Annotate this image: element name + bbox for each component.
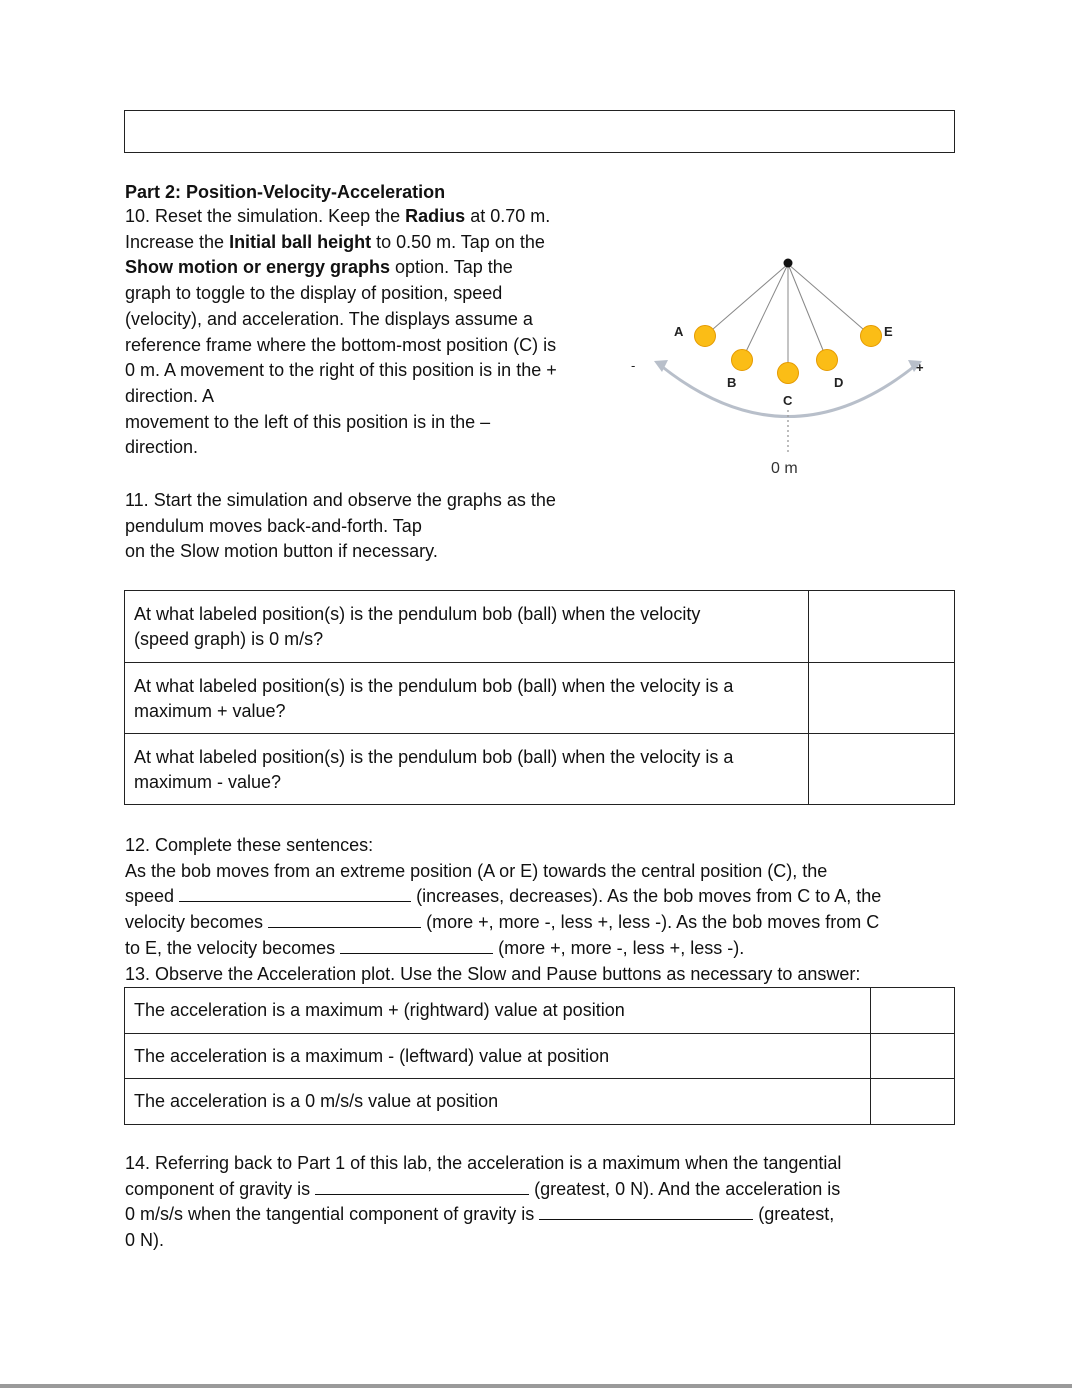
label-d: D <box>834 375 844 390</box>
bob-b <box>732 350 753 371</box>
part2-heading: Part 2: Position-Velocity-Acceleration <box>125 182 446 202</box>
answer-cell[interactable] <box>809 663 955 734</box>
pendulum-diagram <box>620 250 940 490</box>
question-cell: The acceleration is a 0 m/s/s value at position <box>125 1079 871 1125</box>
blank-gravity-max[interactable] <box>315 1178 529 1195</box>
q11-line-1: 11. Start the simulation and observe the graphs as the <box>125 490 556 510</box>
q12-line-1: 12. Complete these sentences: <box>125 835 374 855</box>
q10-line-5: (velocity), and acceleration. The displays assume a <box>125 308 533 329</box>
table-row <box>125 1079 955 1125</box>
minus-direction-label: - <box>631 358 636 373</box>
table-row <box>125 988 955 1034</box>
question-11 <box>125 488 625 565</box>
q10-line-10: direction. <box>125 437 199 458</box>
table-row <box>125 1034 955 1079</box>
bob-d <box>817 350 838 371</box>
pivot-point <box>784 259 793 268</box>
bob-a <box>695 326 716 347</box>
label-c: C <box>783 393 793 408</box>
q10-line-3: Show motion or energy graphs option. Tap the <box>125 257 513 278</box>
plus-direction-label: + <box>916 360 924 375</box>
blank-velocity-c-to-a[interactable] <box>268 911 421 928</box>
question-cell: At what labeled position(s) is the pendulum bob (ball) when the velocity is a maximum - value? <box>125 734 809 805</box>
label-b: B <box>727 375 737 390</box>
answer-cell[interactable] <box>871 1079 955 1125</box>
q11-line-2: pendulum moves back-and-forth. Tap <box>125 515 422 536</box>
question-cell: The acceleration is a maximum - (leftward) value at position <box>125 1034 871 1079</box>
top-answer-box[interactable] <box>124 110 955 153</box>
answer-cell[interactable] <box>809 591 955 663</box>
velocity-question-table <box>124 590 955 805</box>
q12-line-3: speed (increases, decreases). As the bob moves from C to A, the <box>125 886 882 907</box>
question-12 <box>125 833 955 987</box>
bob-c <box>778 363 799 384</box>
q13-line-1: 13. Observe the Acceleration plot. Use the Slow and Pause buttons as necessary to answer: <box>125 963 861 984</box>
table-row <box>125 591 955 663</box>
table-row <box>125 663 955 734</box>
q14-line-1: 14. Referring back to Part 1 of this lab, the acceleration is a maximum when the tangential <box>125 1153 842 1173</box>
acceleration-question-table <box>124 987 955 1125</box>
answer-cell[interactable] <box>871 988 955 1034</box>
label-a: A <box>674 324 684 339</box>
q12-line-5: to E, the velocity becomes (more +, more -, less +, less -). <box>125 937 745 958</box>
bob-e <box>861 326 882 347</box>
q10-line-1: 10. Reset the simulation. Keep the Radius at 0.70 m. <box>125 206 551 226</box>
q10-line-2: Increase the Initial ball height to 0.50 m. Tap on the <box>125 231 545 252</box>
q14-line-2: component of gravity is (greatest, 0 N). And the acceleration is <box>125 1178 841 1199</box>
q10-line-6: reference frame where the bottom-most position (C) is <box>125 334 557 355</box>
page-bottom-divider <box>0 1384 1072 1388</box>
q12-line-4: velocity becomes (more +, more -, less +, less -). As the bob moves from C <box>125 912 880 933</box>
q12-line-2: As the bob moves from an extreme position (A or E) towards the central position (C), the <box>125 860 828 881</box>
q14-line-4: 0 N). <box>125 1230 165 1251</box>
question-cell: At what labeled position(s) is the pendulum bob (ball) when the velocity is a maximum + value? <box>125 663 809 734</box>
question-10 <box>125 204 605 461</box>
q10-line-8: direction. A <box>125 385 215 406</box>
answer-cell[interactable] <box>809 734 955 805</box>
q14-line-3: 0 m/s/s when the tangential component of gravity is (greatest, <box>125 1204 835 1225</box>
q10-line-9: movement to the left of this position is in the – <box>125 411 491 432</box>
pendulum-strings <box>705 264 871 373</box>
q10-line-7: 0 m. A movement to the right of this position is in the + <box>125 360 557 381</box>
q10-line-4: graph to toggle to the display of position, speed <box>125 283 503 304</box>
question-14 <box>125 1151 955 1254</box>
blank-velocity-c-to-e[interactable] <box>340 937 493 954</box>
blank-speed[interactable] <box>179 885 411 902</box>
blank-gravity-zero[interactable] <box>539 1203 753 1220</box>
answer-cell[interactable] <box>871 1034 955 1079</box>
table-row <box>125 734 955 805</box>
zero-meter-label: 0 m <box>771 460 798 477</box>
question-cell: At what labeled position(s) is the pendulum bob (ball) when the velocity (speed graph) is 0 m/s? <box>125 591 809 663</box>
label-e: E <box>884 324 893 339</box>
question-cell: The acceleration is a maximum + (rightward) value at position <box>125 988 871 1034</box>
q11-line-3: on the Slow motion button if necessary. <box>125 541 438 562</box>
